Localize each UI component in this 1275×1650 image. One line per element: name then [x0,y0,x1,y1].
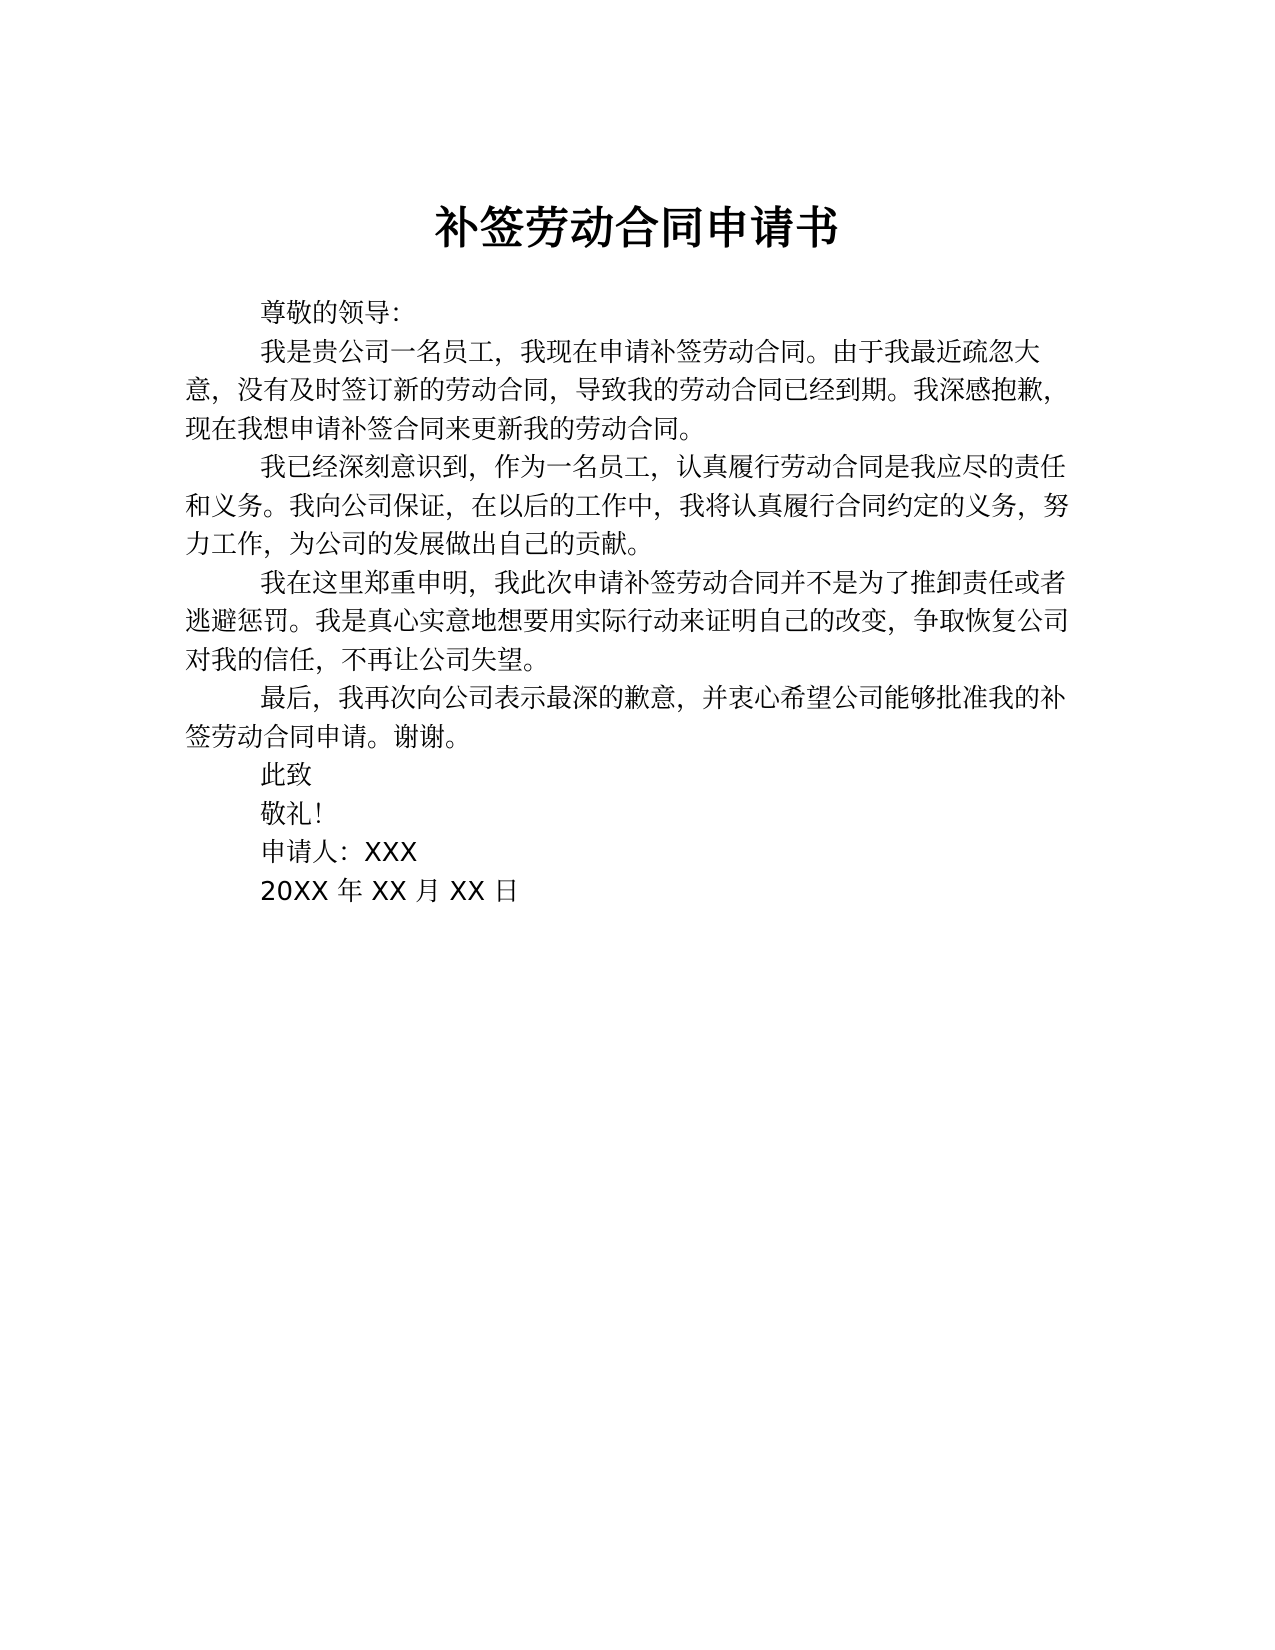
salutation: 尊敬的领导： [260,299,417,329]
paragraph-2: 我已经深刻意识到，作为一名员工，认真履行劳动合同是我应尽的责任和义务。我向公司保证，在以后的工作中，我将认真履行合同约定的义务，努力工作，为公司的发展做出自己的贡献。 [185,453,1070,560]
paragraph-3: 我在这里郑重申明，我此次申请补签劳动合同并不是为了推卸责任或者逃避惩罚。我是真心实意地想要用实际行动来证明自己的改变，争取恢复公司对我的信任，不再让公司失望。 [185,568,1070,676]
paragraph-1: 我是贵公司一名员工，我现在申请补签劳动合同。由于我最近疏忽大意，没有及时签订新的劳动合同，导致我的劳动合同已经到期。我深感抱歉，现在我想申请补签合同来更新我的劳动合同。 [185,337,1070,445]
document-title: 补签劳动合同申请书 [435,203,840,254]
closing-line-1: 此致 [260,761,313,791]
paragraph-4: 最后，我再次向公司表示最深的歉意，并衷心希望公司能够批准我的补签劳动合同申请。谢谢。 [185,684,1067,753]
date-line: 20XX 年 XX 月 XX 日 [260,876,520,907]
closing-line-2: 敬礼！ [260,799,339,830]
document-body [185,295,1085,911]
applicant-line: 申请人：XXX [260,838,418,868]
